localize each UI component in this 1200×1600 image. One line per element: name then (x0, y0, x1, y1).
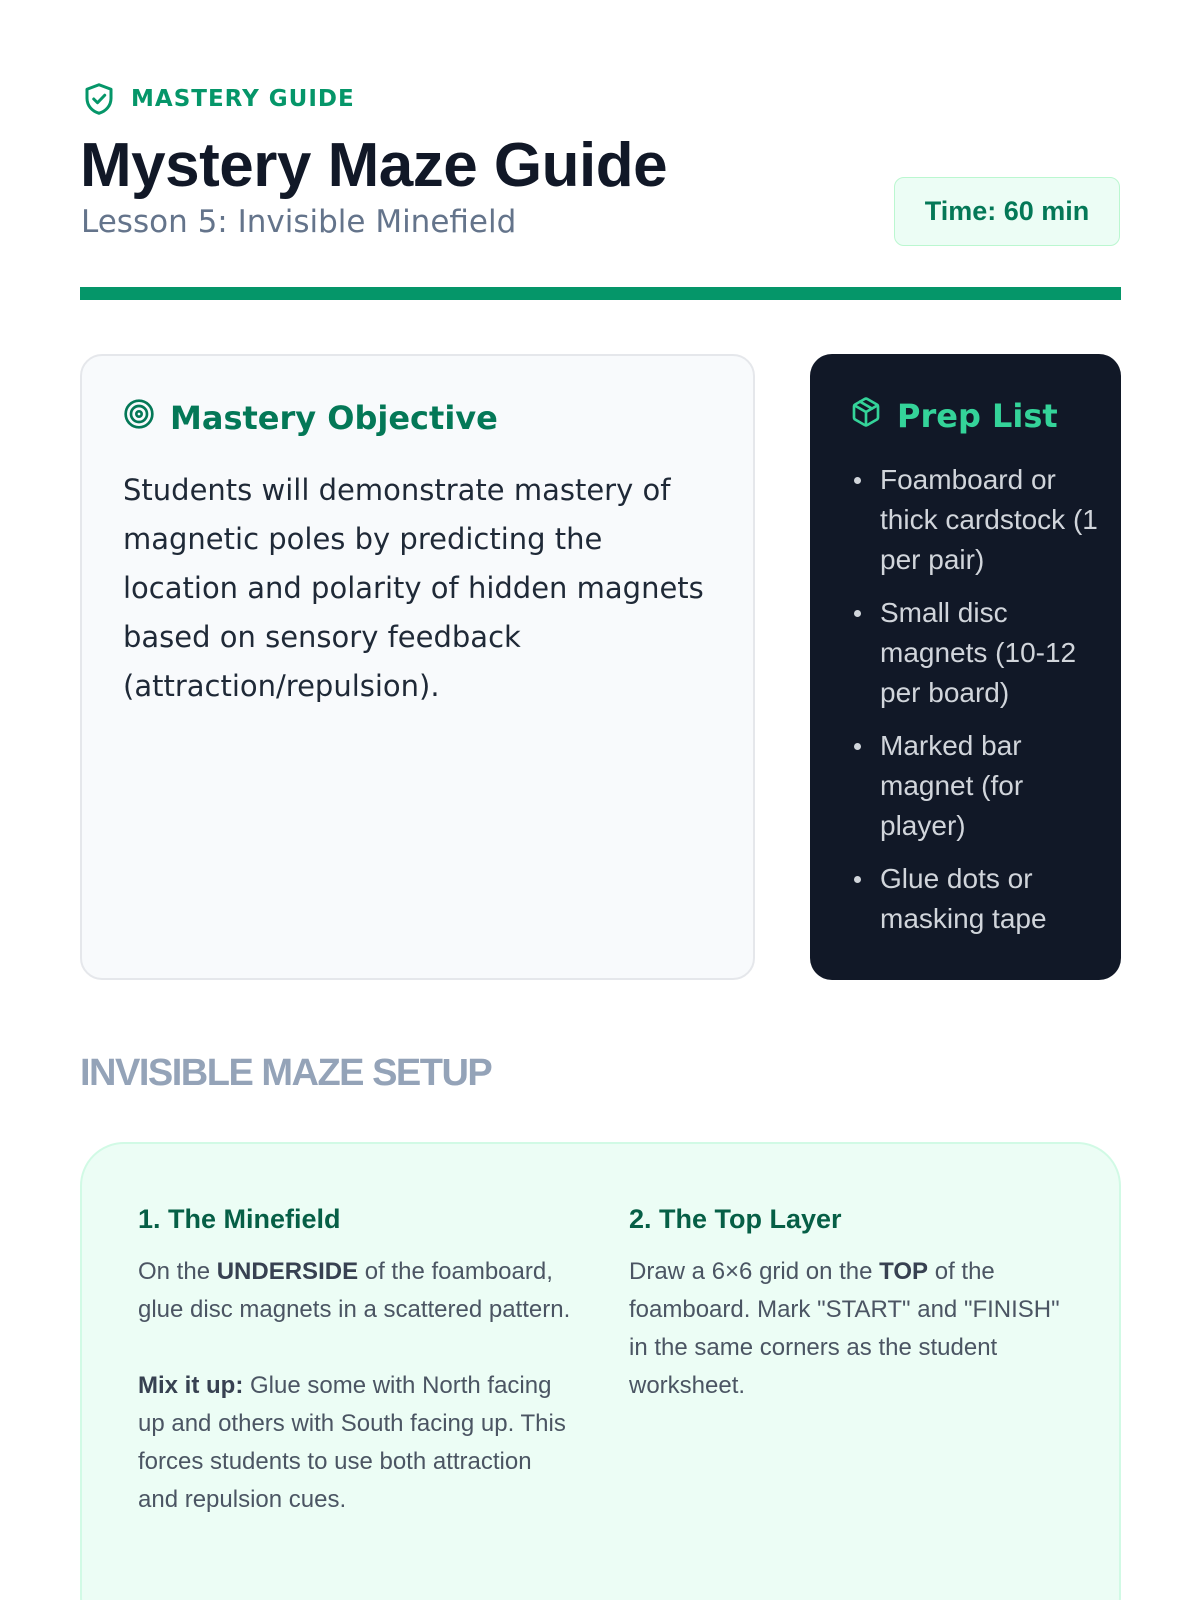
prep-list-card (810, 354, 1121, 980)
step-text-emphasis: TOP (879, 1258, 929, 1285)
objective-heading-label: Mastery Objective (170, 399, 498, 437)
maze-setup-card (80, 1142, 1121, 1600)
box-icon (850, 396, 882, 436)
eyebrow-label: MASTERY GUIDE (131, 86, 355, 112)
setup-step-top-layer (629, 1204, 1069, 1405)
list-item: Glue dots or masking tape (850, 859, 1100, 939)
step-text-part: On the (138, 1258, 217, 1285)
page-subtitle: Lesson 5: Invisible Minefield (81, 204, 517, 240)
header-divider (80, 287, 1121, 300)
prep-heading (850, 396, 1058, 436)
prep-list (850, 460, 1100, 952)
list-item: Small disc magnets (10-12 per board) (850, 593, 1100, 713)
step-tip-label: Mix it up: (138, 1372, 244, 1399)
mastery-objective-card (80, 354, 755, 980)
setup-step-minefield (138, 1204, 578, 1519)
shield-check-icon (81, 80, 117, 118)
objective-text: Students will demonstrate mastery of magnetic poles by predicting the location and polarity of hidden magnets based on sensory feedback (attraction/repulsion). (123, 473, 704, 703)
objective-heading (123, 398, 498, 438)
step-text-emphasis: UNDERSIDE (216, 1258, 359, 1285)
step-text-part: of the foamboard, glue disc magnets in a scattered pattern. (138, 1258, 571, 1323)
step-text-part: of the foamboard. Mark "START" and "FINISH" in the same corners as the student worksheet. (629, 1258, 1060, 1399)
target-icon (123, 398, 155, 438)
step-text (138, 1253, 578, 1329)
time-badge: Time: 60 min (894, 177, 1120, 246)
step-title: 1. The Minefield (138, 1204, 341, 1234)
list-item: Foamboard or thick cardstock (1 per pair) (850, 460, 1100, 580)
page-title: Mystery Maze Guide (80, 131, 668, 200)
step-title: 2. The Top Layer (629, 1204, 842, 1234)
step-tip-text: Glue some with North facing up and others with South facing up. This forces students to use both attraction and repulsion cues. (138, 1372, 566, 1513)
prep-heading-label: Prep List (897, 397, 1058, 435)
section-title: INVISIBLE MAZE SETUP (80, 1052, 492, 1094)
step-text-part: Draw a 6×6 grid on the (629, 1258, 880, 1285)
eyebrow (81, 80, 355, 118)
list-item: Marked bar magnet (for player) (850, 726, 1100, 846)
step-text (629, 1253, 1069, 1405)
step-tip (138, 1367, 578, 1519)
